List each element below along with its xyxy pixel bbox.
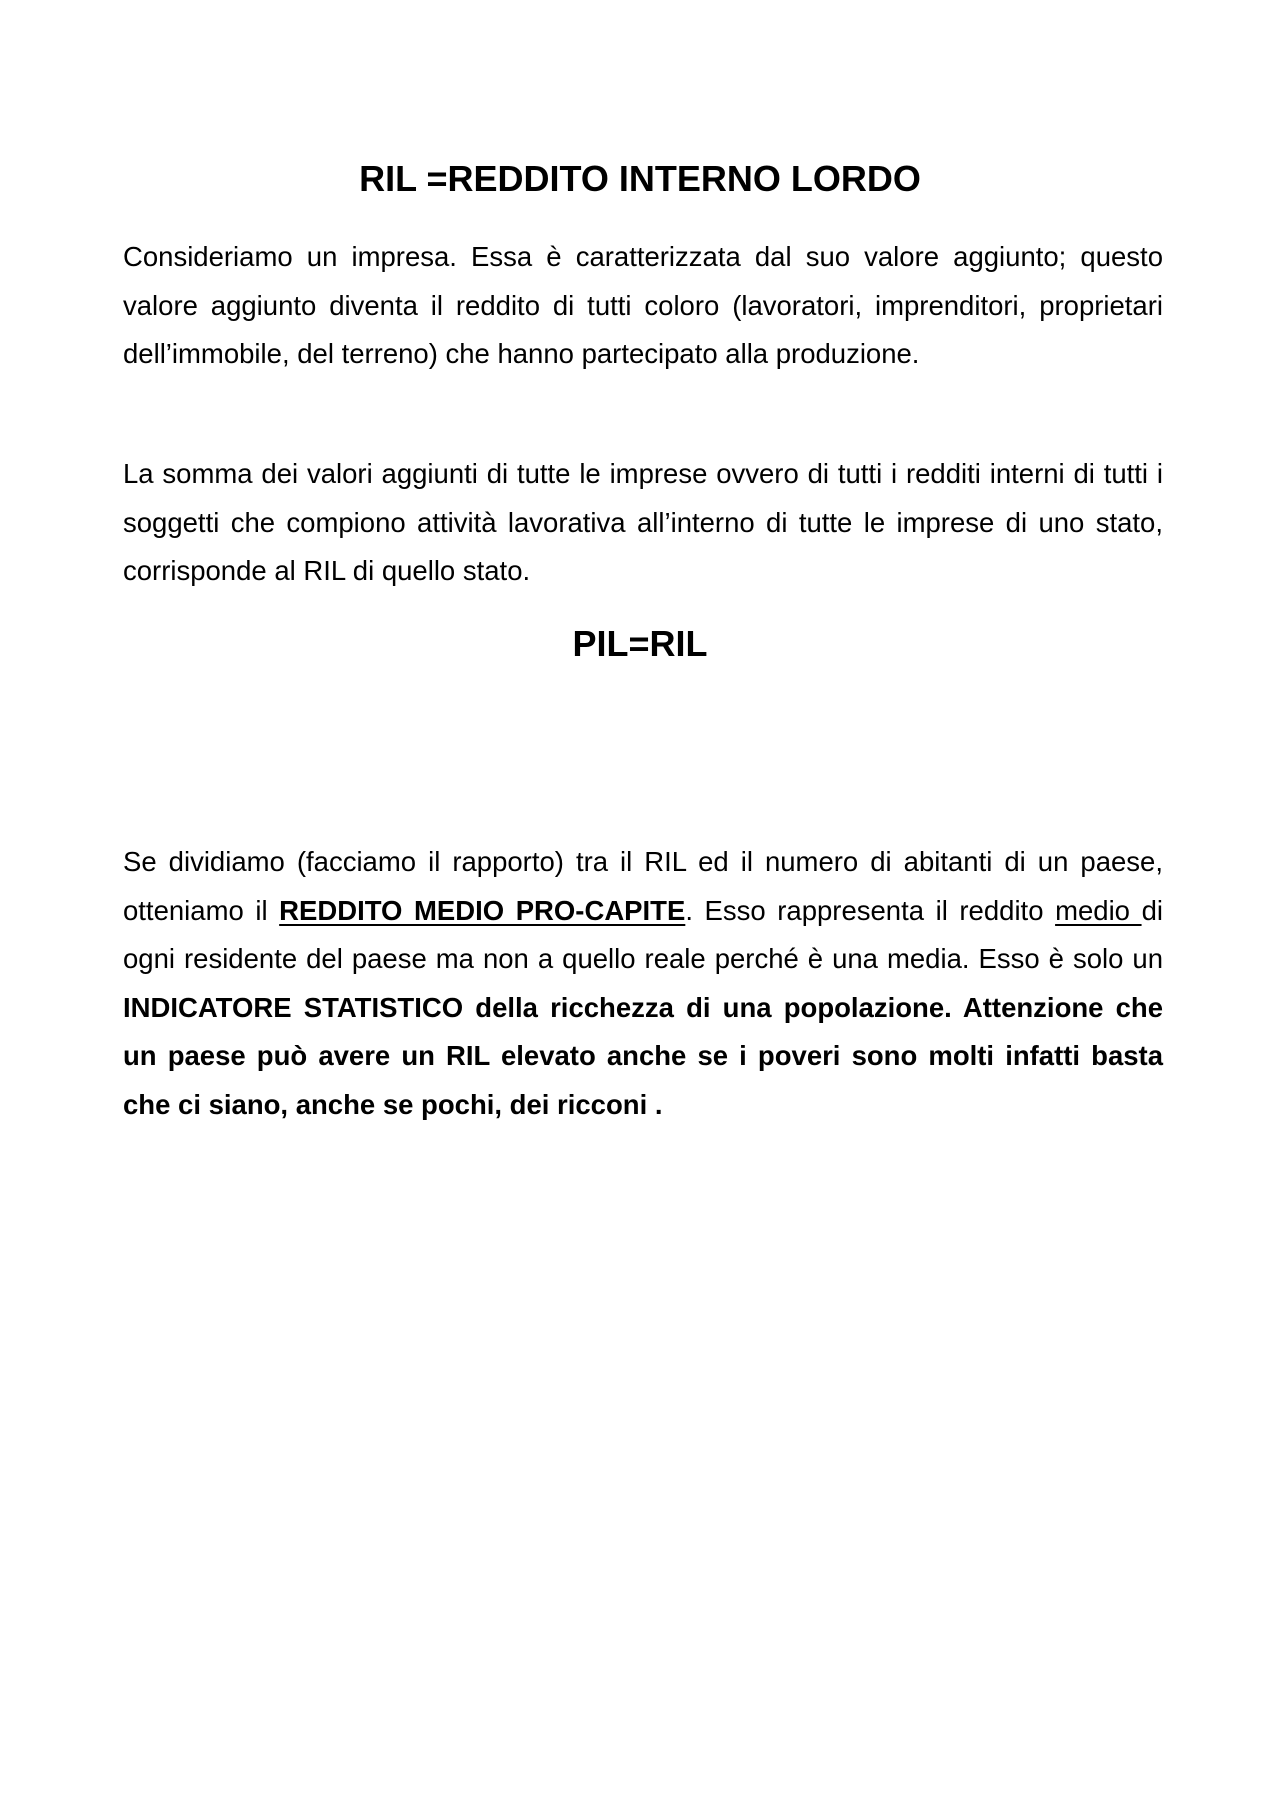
word-medio-underlined: medio (1055, 894, 1142, 926)
paragraph-reddito-pro-capite (123, 838, 1163, 1129)
section-title-pil-ril: PIL=RIL (572, 623, 708, 664)
bold-indicatore-statistico: INDICATORE STATISTICO della ricchezza di una popolazione. Attenzione che un paese può avere un RIL elevato anche se i poveri sono molti infatti basta che ci siano, anche se pochi, dei ricconi . (123, 991, 1163, 1120)
text-segment: Se dividiamo (facciamo il rapporto) tra il RIL ed il numero di abitanti di un paese, otteniamo il (123, 846, 1163, 926)
paragraph-valore-aggiunto: Consideriamo un impresa. Essa è caratterizzata dal suo valore aggiunto; questo valore aggiunto diventa il reddito di tutti coloro (lavoratori, imprenditori, proprietari dell’immobile, del terreno) che hanno partecipato alla produzione. (123, 241, 1163, 369)
page-title: RIL =REDDITO INTERNO LORDO (359, 158, 921, 199)
text-segment: di ogni residente del paese ma non a quello reale perché è una media. Esso è solo un (123, 894, 1163, 974)
text-segment: . Esso rappresenta il reddito (685, 894, 1056, 926)
paragraph-somma-valori: La somma dei valori aggiunti di tutte le imprese ovvero di tutti i redditi interni di tutti i soggetti che compiono attività lavorativa all’interno di tutte le imprese di uno stato, corrisponde al RIL di quello stato. (123, 458, 1163, 586)
term-reddito-medio-pro-capite: REDDITO MEDIO PRO-CAPITE (279, 894, 686, 926)
